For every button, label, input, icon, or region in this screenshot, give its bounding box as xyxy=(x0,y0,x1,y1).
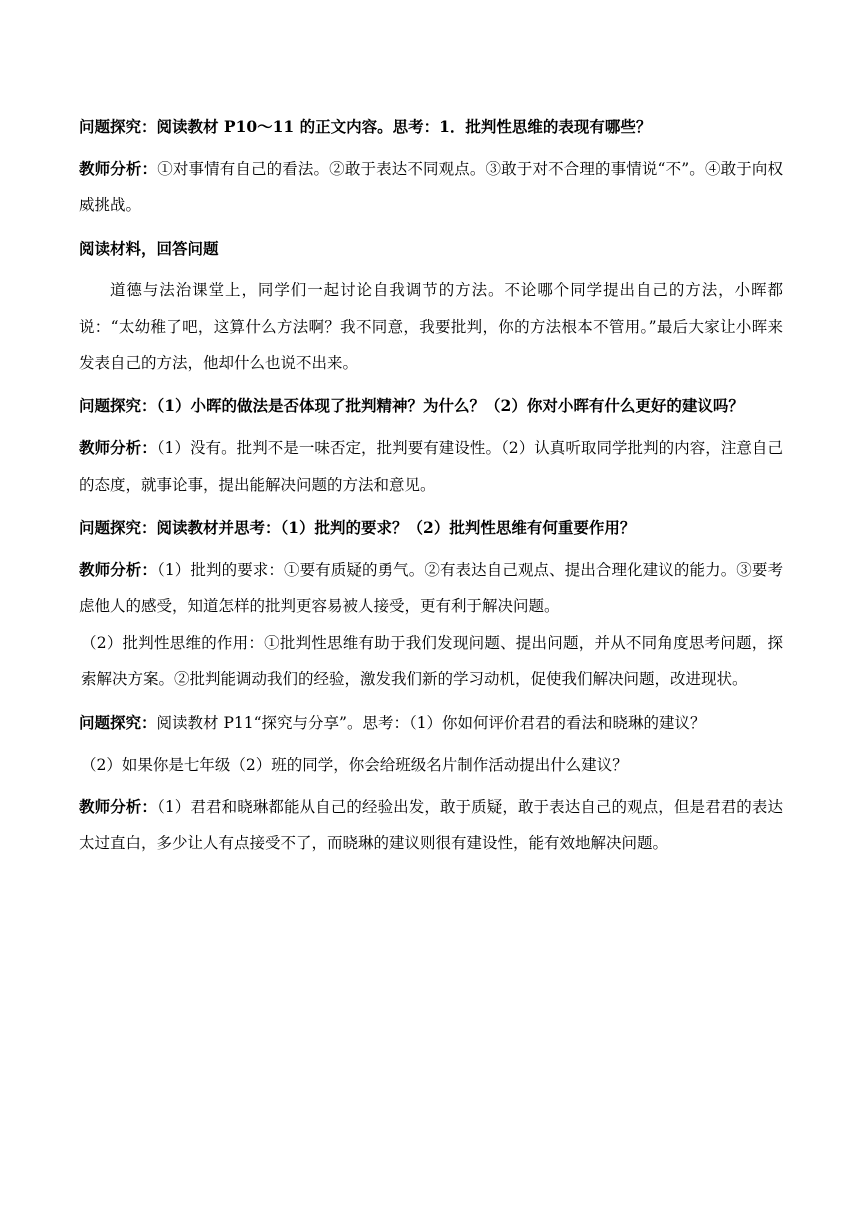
question-text: 阅读教材并思考：（1）批判的要求？（2）批判性思维有何重要作用？ xyxy=(156,518,636,537)
reading-passage: 道德与法治课堂上，同学们一起讨论自我调节的方法。不论哪个同学提出自己的方法，小晖都说：“太幼稚了吧，这算什么方法啊？我不同意，我要批判，你的方法根本不管用。”最后大家让小晖来发表自己的方法，他却什么也说不出来。 xyxy=(79,281,783,372)
document-page xyxy=(79,108,783,862)
question-label: 问题探究： xyxy=(79,117,157,136)
answer-3 xyxy=(79,552,783,625)
reading-heading: 阅读材料，回答问题 xyxy=(79,238,219,258)
answer-text: （1）君君和晓琳都能从自己的经验出发，敢于质疑，敢于表达自己的观点，但是君君的表达太过直白，多少让人有点接受不了，而晓琳的建议则很有建设性，能有效地解决问题。 xyxy=(79,797,783,852)
question-4 xyxy=(79,704,783,743)
answer-text: ①对事情有自己的看法。②敢于表达不同观点。③敢于对不合理的事情说“不”。④敢于向权威挑战。 xyxy=(79,159,783,214)
answer-1 xyxy=(79,151,783,224)
question-2 xyxy=(79,388,783,425)
question-label: 问题探究： xyxy=(79,395,157,415)
answer-3-part-2: （2）批判性思维的作用：①批判性思维有助于我们发现问题、提出问题，并从不同角度思考问题，探索解决方案。②批判能调动我们的经验，激发我们新的学习动机，促使我们解决问题，改进现状。 xyxy=(81,633,783,688)
question-label: 问题探究： xyxy=(79,518,157,537)
answer-text: （1）没有。批判不是一味否定，批判要有建设性。（2）认真听取同学批判的内容，注意自己的态度，就事论事，提出能解决问题的方法和意见。 xyxy=(79,439,783,494)
question-1 xyxy=(79,108,783,147)
answer-2 xyxy=(79,430,783,503)
answer-4 xyxy=(79,789,783,862)
answer-label: 教师分析： xyxy=(79,158,158,178)
question-3 xyxy=(79,509,783,548)
question-text: （1）小晖的做法是否体现了批判精神？为什么？（2）你对小晖有什么更好的建议吗？ xyxy=(156,395,744,415)
question-label: 问题探究： xyxy=(79,712,157,732)
question-text: 阅读教材 P11“探究与分享”。思考：（1）你如何评价君君的看法和晓琳的建议？ xyxy=(156,713,706,732)
answer-label: 教师分析： xyxy=(79,438,157,457)
answer-label: 教师分析： xyxy=(79,796,157,816)
answer-label: 教师分析： xyxy=(79,559,157,579)
answer-text: （1）批判的要求：①要有质疑的勇气。②有表达自己观点、提出合理化建议的能力。③要考虑他人的感受，知道怎样的批判更容易被人接受，更有利于解决问题。 xyxy=(79,560,783,615)
question-4-part-2: （2）如果你是七年级（2）班的同学，你会给班级名片制作活动提出什么建议？ xyxy=(81,756,628,774)
question-text: 阅读教材 P10～11 的正文内容。思考：1．批判性思维的表现有哪些？ xyxy=(156,117,652,136)
